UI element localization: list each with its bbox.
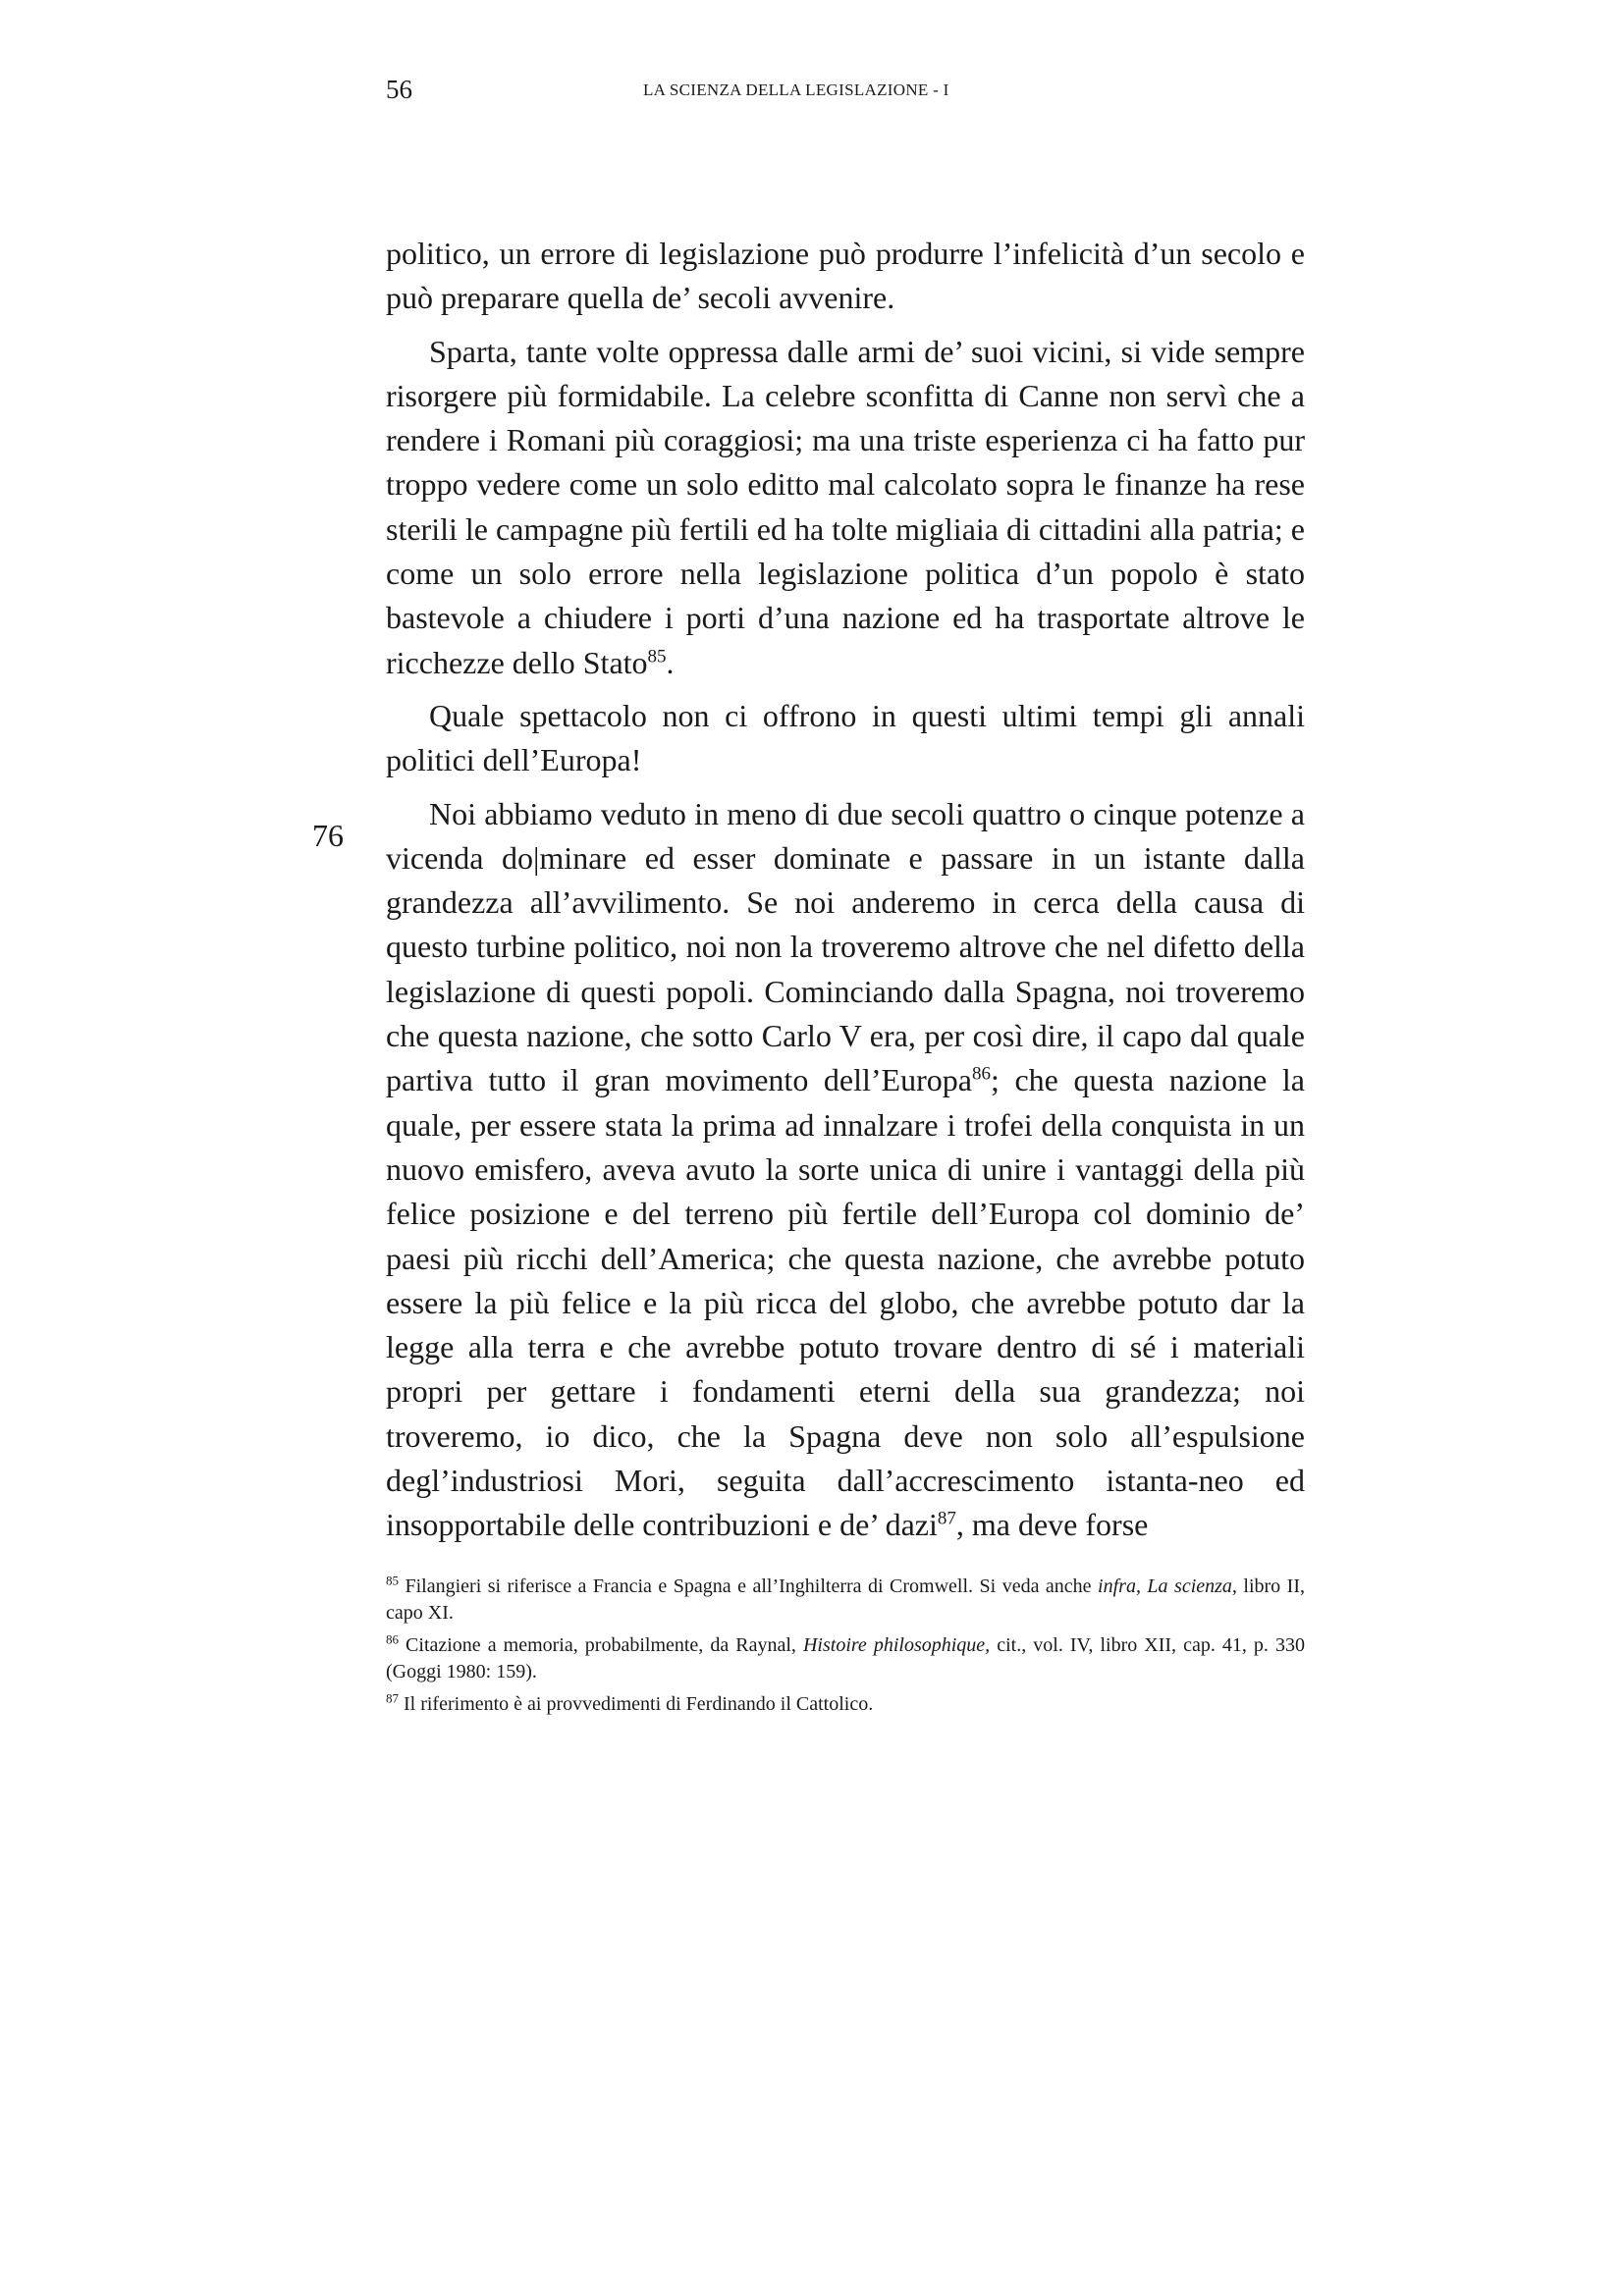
- footnote-text: libro II, capo XI.: [386, 1575, 1305, 1624]
- paragraph-4-text-c: , ma deve forse: [955, 1507, 1149, 1543]
- footnote-text: Il riferimento è ai provvedimenti di Ferdinando il Cattolico.: [399, 1693, 874, 1715]
- footnote-number: 87: [386, 1690, 399, 1706]
- paragraph-4-text-b: ; che questa nazione la quale, per essere stata la prima ad innalzare i trofei della conquista in un nuovo emisfero, aveva avuto la sorte unica di unire i vantaggi della più felice posizione e del terreno più fertile dell’Europa col dominio de’ paesi più ricchi dell’America; che questa nazione, che avrebbe potuto essere la più felice e la più ricca del globo, che avrebbe potuto dar la legge alla terra e che avrebbe potuto trovare dentro di sé i materiali propri per gettare i fondamenti eterni della sua grandezza; noi troveremo, io dico, che la Spagna deve non solo all’espulsione degl’industriosi Mori, seguita dall’accrescimento istanta-neo ed insopportabile delle contribuzioni e de’ dazi: [386, 1062, 1306, 1543]
- footnote-ref-86[interactable]: 86: [971, 1063, 991, 1085]
- footnote-number: 86: [386, 1631, 399, 1647]
- footnote-number: 85: [386, 1573, 399, 1588]
- footnote-text: cit., vol. IV, libro XII, cap. 41, p. 330 (Goggi 1980: 159).: [386, 1634, 1305, 1682]
- footnote-87: [386, 1691, 1305, 1718]
- paragraph-3: [386, 694, 1305, 783]
- footnote-italic-text: Histoire philosophique,: [802, 1634, 991, 1656]
- body-text: [386, 232, 1305, 1557]
- paragraph-3-text: Quale spettacolo non ci offrono in questi ultimi tempi gli annali politici dell’Europa!: [386, 697, 1305, 778]
- paragraph-1-text: politico, un errore di legislazione può produrre l’infelicità d’un secolo e può preparare quella de’ secoli avvenire.: [386, 236, 1305, 316]
- page-number: 56: [386, 75, 412, 104]
- paragraph-2-end: .: [666, 644, 675, 680]
- footnote-ref-87[interactable]: 87: [937, 1508, 956, 1529]
- footnote-86: [386, 1632, 1305, 1685]
- footnote-85: [386, 1574, 1305, 1627]
- margin-page-reference: 76: [312, 818, 344, 853]
- footnote-text: Citazione a memoria, probabilmente, da Raynal,: [399, 1634, 803, 1656]
- paragraph-1: [386, 232, 1305, 321]
- paragraph-4-text-a: Noi abbiamo veduto in meno di due secoli quattro o cinque potenze a vicenda do|minare ed esser dominate e passare in un istante dalla grandezza all’avvilimento. Se noi anderemo in cerca della causa di questo turbine politico, noi non la troveremo altrove che nel difetto della legislazione di questi popoli. Cominciando dalla Spagna, noi troveremo che questa nazione, che sotto Carlo V era, per così dire, il capo dal quale partiva tutto il gran movimento dell’Europa: [386, 795, 1305, 1098]
- running-head: LA SCIENZA DELLA LEGISLAZIONE - I: [643, 80, 949, 99]
- footnote-ref-85[interactable]: 85: [647, 646, 667, 667]
- footnote-text: Filangieri si riferisce a Francia e Spagna e all’Inghilterra di Cromwell. Si veda anche: [399, 1575, 1099, 1597]
- paragraph-2-text: Sparta, tante volte oppressa dalle armi de’ suoi vicini, si vide sempre risorgere più formidabile. La celebre sconfitta di Canne non servì che a rendere i Romani più coraggiosi; ma una triste esperienza ci ha fatto pur troppo vedere come un solo editto mal calcolato sopra le finanze ha rese sterili le campagne più fertili ed ha tolte migliaia di cittadini alla patria; e come un solo errore nella legislazione politica d’un popolo è stato bastevole a chiudere i porti d’una nazione ed ha trasportate altrove le ricchezze dello Stato: [386, 333, 1305, 680]
- footnotes: [386, 1574, 1305, 1724]
- paragraph-4: [386, 792, 1305, 1548]
- paragraph-2: [386, 330, 1305, 685]
- footnote-italic-text: infra, La scienza,: [1098, 1575, 1237, 1597]
